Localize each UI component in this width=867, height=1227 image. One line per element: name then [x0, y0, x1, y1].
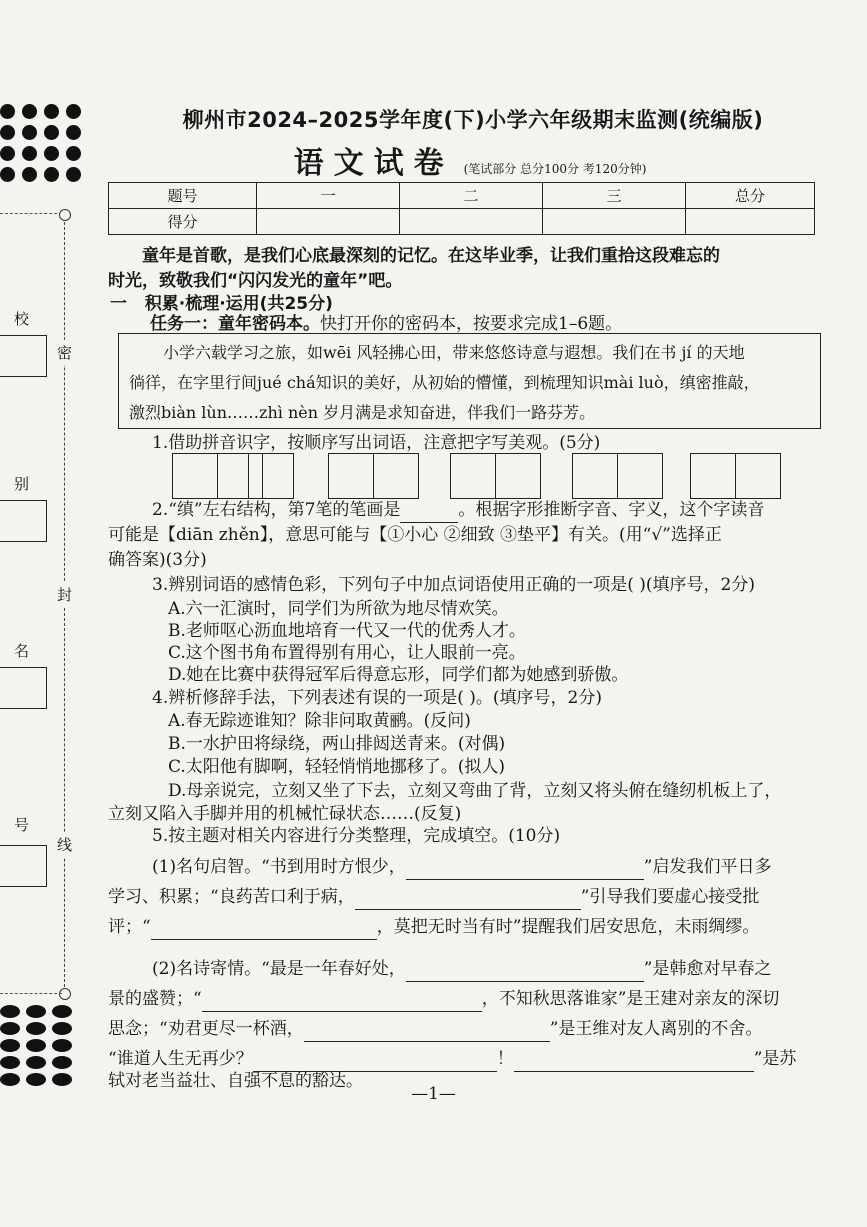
q5-part2-line: 思念；“劝君更尽一杯酒， ”是王维对友人离别的不舍。	[108, 1016, 762, 1042]
binding-top-divider	[0, 213, 62, 214]
question-5: 5.按主题对相关内容进行分类整理，完成填空。(10分)	[152, 826, 561, 846]
task-text: 快打开你的密码本，按要求完成1–6题。	[320, 314, 623, 334]
exam-header	[106, 104, 834, 182]
answer-blank[interactable]	[202, 1011, 482, 1012]
question-2-line	[152, 497, 764, 523]
intro-line: 时光，致敬我们“闪闪发光的童年”吧。	[108, 271, 403, 291]
question-3: 3.辨别词语的感情色彩，下列句子中加点词语使用正确的一项是( )(填序号，2分)	[152, 575, 755, 595]
binding-cut-line	[64, 222, 65, 992]
answer-blank[interactable]	[406, 981, 644, 982]
task-label: 任务一：童年密码本。	[150, 314, 320, 334]
section-number: 一	[110, 294, 127, 314]
score-row-label: 得分	[109, 209, 257, 235]
score-cell[interactable]	[257, 209, 400, 235]
binding-bottom-divider	[0, 993, 62, 994]
class-label: 别	[14, 475, 30, 493]
q3-option: D.她在比赛中获得冠军后得意忘形，同学们都为她感到骄傲。	[168, 665, 629, 685]
score-cell[interactable]	[400, 209, 543, 235]
score-header-cell: 三	[543, 183, 686, 209]
question-2-line: 确答案)(3分)	[108, 550, 207, 570]
passage-line: 徜徉，在字里行间jué chá知识的美好，从初始的懵懂，到梳理知识mài luò，缜密推敲，	[129, 373, 760, 392]
q3-option: C.这个图书角布置得别有用心，让人眼前一亮。	[168, 643, 526, 663]
score-header-cell: 题号	[109, 183, 257, 209]
q4-option: D.母亲说完，立刻又坐了下去，立刻又弯曲了背，立刻又将头俯在缝纫机板上了，	[168, 781, 782, 801]
score-table	[108, 182, 815, 235]
intro-line: 童年是首歌，是我们心底最深刻的记忆。在这毕业季，让我们重拾这段难忘的	[142, 246, 720, 266]
score-header-cell: 总分	[686, 183, 815, 209]
school-label: 校	[14, 310, 30, 328]
writing-grid-5[interactable]	[572, 453, 663, 499]
class-field[interactable]	[0, 500, 47, 542]
q2-text: 。根据字形推断字音、字义，这个字读音	[458, 500, 765, 520]
q4-option: C.太阳他有脚啊，轻轻悄悄地挪移了。(拟人)	[168, 757, 506, 777]
writing-grid-4[interactable]	[450, 453, 541, 499]
cut-label-feng: 封	[57, 582, 72, 607]
passage-line: 激烈biàn lùn……zhì nèn 岁月满是求知奋进，伴我们一路芬芳。	[129, 403, 596, 422]
name-label: 名	[14, 642, 30, 660]
subject-title: 语文试卷	[293, 146, 454, 181]
writing-grid-2[interactable]	[248, 453, 294, 499]
cut-label-xian: 线	[57, 832, 72, 857]
score-header-cell: 二	[400, 183, 543, 209]
answer-blank[interactable]	[304, 1041, 550, 1042]
writing-grid-3[interactable]	[328, 453, 419, 499]
answer-blank[interactable]	[151, 939, 377, 940]
binding-dots-bottom	[0, 1005, 74, 1086]
score-cell[interactable]	[686, 209, 815, 235]
q5-part2-line: (2)名诗寄情。“最是一年春好处， ”是韩愈对早春之	[152, 956, 771, 982]
question-2-line: 可能是【diān zhěn】，意思可能与【①小心 ②细致 ③垫平】有关。(用“√”选择正	[108, 525, 722, 545]
name-field[interactable]	[0, 667, 47, 709]
q5-part2-line: 轼对老当益壮、自强不息的豁达。	[108, 1071, 363, 1091]
q3-option: B.老师呕心沥血地培育一代又一代的优秀人才。	[168, 621, 526, 641]
q4-option: B.一水护田将绿绕，两山排闼送青来。(对偶)	[168, 734, 506, 754]
number-label: 号	[14, 816, 30, 834]
q2-text: 2.“缜”左右结构，第7笔的笔画是	[152, 500, 401, 520]
score-table-header-row	[109, 183, 815, 209]
binding-dots-top	[0, 104, 83, 182]
number-field[interactable]	[0, 845, 47, 887]
cut-label-mi: 密	[57, 340, 72, 365]
section-title: 积累·梳理·运用(共25分)	[144, 294, 333, 314]
q5-part2-line: “谁道人生无再少？ ！ ”是苏	[108, 1046, 796, 1072]
page-number: —1—	[411, 1084, 456, 1104]
exam-info: (笔试部分 总分100分 考120分钟)	[463, 162, 647, 176]
binding-circle-bottom	[59, 988, 71, 1000]
answer-blank[interactable]	[514, 1071, 754, 1072]
passage-line: 小学六载学习之旅，如wēi 风轻拂心田，带来悠悠诗意与遐想。我们在书 jí 的天地	[163, 343, 745, 362]
q4-option-cont: 立刻又陷入手脚并用的机械忙碌状态……(反复)	[108, 804, 462, 824]
q5-part2-line: 景的盛赞；“ ，不知秋思落谁家”是王建对亲友的深切	[108, 986, 779, 1012]
q3-option: A.六一汇演时，同学们为所欲为地尽情欢笑。	[168, 599, 509, 619]
school-field[interactable]	[0, 335, 47, 377]
score-table-row	[109, 209, 815, 235]
answer-blank[interactable]	[406, 879, 644, 880]
q5-part1-line: 学习、积累；“良药苦口利于病， ”引导我们要虚心接受批	[108, 884, 759, 910]
writing-grid-6[interactable]	[690, 453, 781, 499]
answer-blank[interactable]	[355, 909, 581, 910]
q4-option: A.春无踪迹谁知？除非问取黄鹂。(反问)	[168, 711, 471, 731]
exam-title: 柳州市2024–2025学年度(下)小学六年级期末监测(统编版)	[182, 108, 764, 132]
question-4: 4.辨析修辞手法，下列表述有误的一项是( )。(填序号，2分)	[152, 688, 602, 708]
question-1: 1.借助拼音识字，按顺序写出词语，注意把字写美观。(5分)	[152, 433, 601, 453]
score-header-cell: 一	[257, 183, 400, 209]
score-cell[interactable]	[543, 209, 686, 235]
q5-part1-line: (1)名句启智。“书到用时方恨少， ”启发我们平日多	[152, 854, 771, 880]
binding-circle-top	[59, 209, 71, 221]
reading-passage-box	[118, 333, 821, 429]
q5-part1-line: 评；“ ，莫把无时当有时”提醒我们居安思危，未雨绸缪。	[108, 914, 759, 940]
